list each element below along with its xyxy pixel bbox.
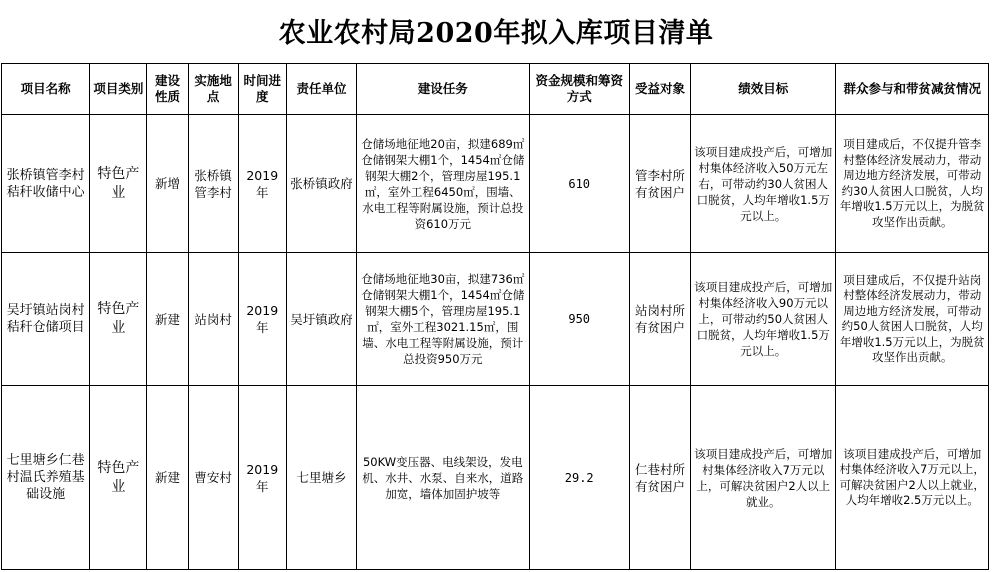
table-header-row <box>2 64 989 115</box>
table-row <box>2 115 989 253</box>
cell-beneficiary: 仁巷村所有贫困户 <box>629 386 690 570</box>
cell-unit: 张桥镇政府 <box>286 115 356 253</box>
cell-funds: 29.2 <box>529 386 629 570</box>
cell-project-name: 七里塘乡仁巷村温氏养殖基础设施 <box>2 386 90 570</box>
header-project-name: 项目名称 <box>2 64 90 115</box>
cell-goal: 该项目建成投产后，可增加村集体经济收入50万元左右，可带动约30人贫困人口脱贫，人均年增收1.5万元以上。 <box>691 115 836 253</box>
header-beneficiary: 受益对象 <box>629 64 690 115</box>
cell-people: 该项目建成投产后，可增加村集体经济收入7万元以上，可解决贫困户2人以上就业，人均年增收2.5万元以上。 <box>836 386 989 570</box>
table-row <box>2 386 989 570</box>
cell-funds: 610 <box>529 115 629 253</box>
header-nature: 建设性质 <box>147 64 188 115</box>
header-schedule: 时间进度 <box>238 64 286 115</box>
header-funds: 资金规模和筹资方式 <box>529 64 629 115</box>
header-goal: 绩效目标 <box>691 64 836 115</box>
cell-location: 曹安村 <box>188 386 238 570</box>
cell-project-name: 吴圩镇站岗村秸秆仓储项目 <box>2 253 90 386</box>
header-people: 群众参与和带贫减贫情况 <box>836 64 989 115</box>
cell-nature: 新建 <box>147 253 188 386</box>
cell-funds: 950 <box>529 253 629 386</box>
cell-category: 特色产业 <box>90 115 147 253</box>
cell-nature: 新增 <box>147 115 188 253</box>
cell-unit: 吴圩镇政府 <box>286 253 356 386</box>
cell-nature: 新建 <box>147 386 188 570</box>
cell-schedule: 2019年 <box>238 253 286 386</box>
header-task: 建设任务 <box>357 64 530 115</box>
cell-schedule: 2019年 <box>238 386 286 570</box>
table-row <box>2 253 989 386</box>
cell-goal: 该项目建成投产后，可增加村集体经济收入7万元以上，可解决贫困户2人以上就业。 <box>691 386 836 570</box>
cell-task: 50KW变压器、电线架设，发电机、水井、水泵、自来水，道路加宽，墙体加固护坡等 <box>357 386 530 570</box>
cell-people: 项目建成后，不仅提升站岗村整体经济发展动力，带动周边地方经济发展，可带动约50人贫困人口脱贫，人均年增收1.5万元以上，为脱贫攻坚作出贡献。 <box>836 253 989 386</box>
cell-task: 仓储场地征地20亩，拟建689㎡仓储钢架大棚1个，1454㎡仓储钢架大棚2个，管理房屋195.1㎡，室外工程6450㎡，围墙、水电工程等附属设施，预计总投资610万元 <box>357 115 530 253</box>
cell-location: 张桥镇管李村 <box>188 115 238 253</box>
cell-category: 特色产业 <box>90 253 147 386</box>
header-location: 实施地点 <box>188 64 238 115</box>
cell-category: 特色产业 <box>90 386 147 570</box>
page-title: 农业农村局2020年拟入库项目清单 <box>278 18 714 49</box>
cell-schedule: 2019年 <box>238 115 286 253</box>
project-table <box>1 63 989 570</box>
cell-beneficiary: 站岗村所有贫困户 <box>629 253 690 386</box>
cell-project-name: 张桥镇管李村秸秆收储中心 <box>2 115 90 253</box>
cell-beneficiary: 管李村所有贫困户 <box>629 115 690 253</box>
cell-unit: 七里塘乡 <box>286 386 356 570</box>
cell-goal: 该项目建成投产后，可增加村集体经济收入90万元以上，可带动约50人贫困人口脱贫，人均年增收1.5万元以上。 <box>691 253 836 386</box>
cell-task: 仓储场地征地30亩，拟建736㎡仓储钢架大棚1个，1454㎡仓储钢架大棚5个，管理房屋195.1㎡，室外工程3021.15㎡，围墙、水电工程等附属设施，预计总投资950万元 <box>357 253 530 386</box>
header-unit: 责任单位 <box>286 64 356 115</box>
cell-location: 站岗村 <box>188 253 238 386</box>
header-category: 项目类别 <box>90 64 147 115</box>
cell-people: 项目建成后，不仅提升管李村整体经济发展动力，带动周边地方经济发展，可带动约30人贫困人口脱贫，人均年增收1.5万元以上，为脱贫攻坚作出贡献。 <box>836 115 989 253</box>
